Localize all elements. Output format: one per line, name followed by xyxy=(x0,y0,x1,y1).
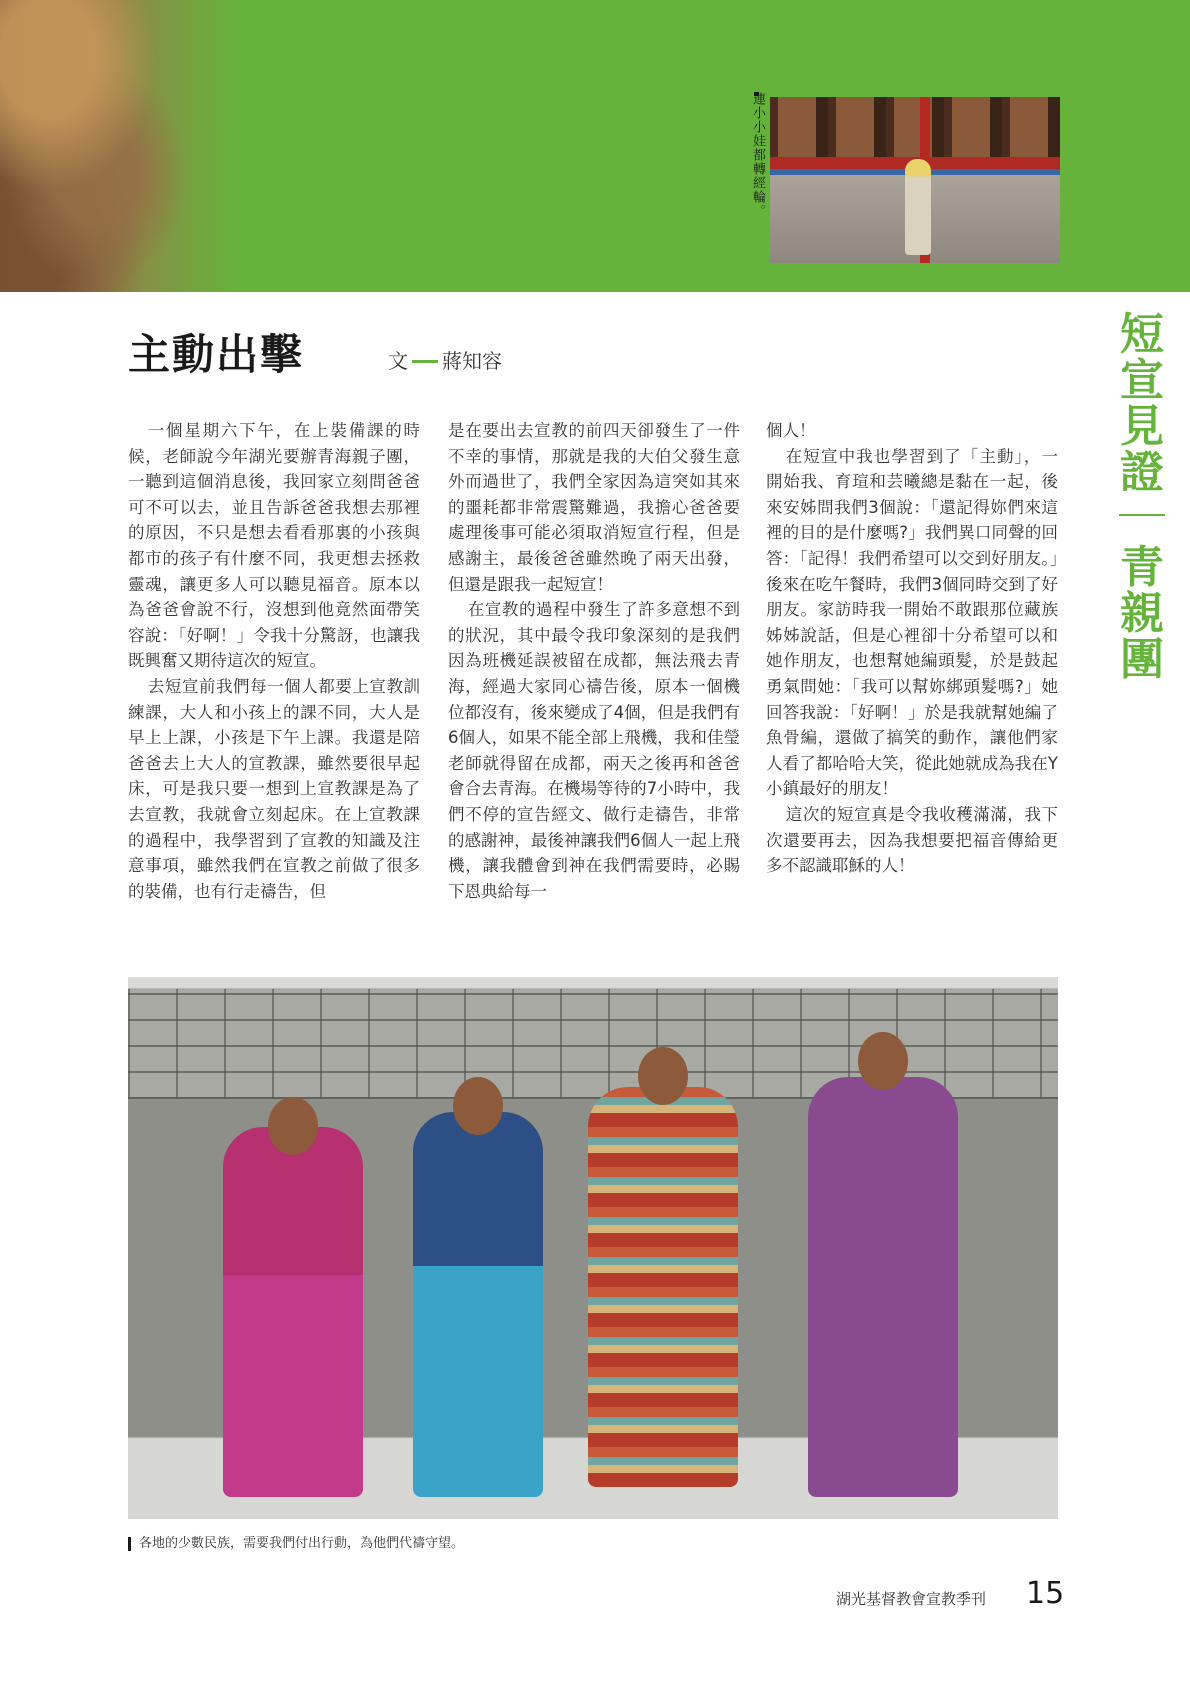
girl-figure-3 xyxy=(588,1087,738,1487)
girl-figure-1 xyxy=(223,1127,363,1497)
header-banner xyxy=(0,0,1190,292)
section-tag: 短宣見證 xyxy=(1120,309,1164,498)
girl-head xyxy=(638,1047,688,1105)
article-title: 主動出擊 xyxy=(128,330,305,379)
girl-head xyxy=(268,1097,318,1155)
paragraph: 在宣教的過程中發生了許多意想不到的狀況，其中最令我印象深刻的是我們因為班機延誤被留在成都，無法飛去青海，經過大家同心禱告後，原本一個機位都沒有，後來變成了4個，但是我們有6個人，如果不能全部上飛機，我和佳瑩老師就得留在成都，兩天之後再和爸爸會合去青海。在機場等待的7小時中，我們不停的宣告經文、做行走禱告，非常的感謝神，最後神讓我們6個人一起上飛機，讓我體會到神在我們需要時，必賜下恩典給每一 xyxy=(448,600,740,901)
article-body xyxy=(128,418,1058,958)
caption-marker xyxy=(128,1537,131,1551)
prayer-wheels xyxy=(770,97,1060,157)
caption-text: 各地的少數民族，需要我們付出行動，為他們代禱守望。 xyxy=(139,1536,465,1551)
text-column-2 xyxy=(448,418,740,904)
section-subtag: 青親團 xyxy=(1120,542,1164,685)
paragraph: 去短宣前我們每一個人都要上宣教訓練課，大人和小孩上的課不同，大人是早上上課，小孩是下午上課。我還是陪爸爸去上大人的宣教課，雖然要很早起床，可是我只要一想到上宣教課是為了去宣教，我就會立刻起床。在上宣教課的過程中，我學習到了宣教的知識及注意事項，雖然我們在宣教之前做了很多的裝備，也有行走禱告，但 xyxy=(128,676,420,901)
child-figure xyxy=(905,159,931,255)
byline-dash xyxy=(412,360,438,363)
section-tag-divider xyxy=(1119,514,1165,516)
author-name: 蔣知容 xyxy=(442,349,502,373)
byline-prefix: 文 xyxy=(388,349,408,373)
paragraph: 個人！ xyxy=(766,421,816,440)
paragraph: 一個星期六下午，在上裝備課的時候，老師說今年湖光要辦青海親子團，一聽到這個消息後，我回家立刻問爸爸可不可以去，並且告訴爸爸我想去那裡的原因，不只是想去看看那裏的小孩與都市的孩子有什麼不同，我更想去拯救靈魂，讓更多人可以聽見福音。原本以為爸爸會說不行，沒想到他竟然面帶笑容說：「好啊！」令我十分驚訝，也讓我既興奮又期待這次的短宣。 xyxy=(128,421,420,671)
prayer-wheel-caption: 連小小娃都轉經輪。 xyxy=(750,92,765,218)
publication-name: 湖光基督教會宣教季刊 xyxy=(836,1590,987,1608)
girl-head xyxy=(858,1032,908,1090)
girl-figure-2 xyxy=(413,1112,543,1497)
girl-figure-4 xyxy=(808,1077,958,1497)
banner-photo-prayer-flags xyxy=(0,0,240,292)
paragraph: 這次的短宣真是令我收穫滿滿，我下次還要再去，因為我想要把福音傳給更多不認識耶穌的人！ xyxy=(766,804,1058,876)
girl-head xyxy=(453,1077,503,1135)
prayer-wheel-photo xyxy=(770,97,1060,263)
group-photo-caption xyxy=(128,1532,464,1551)
page-number: 15 xyxy=(1026,1576,1065,1611)
text-column-1 xyxy=(128,418,420,904)
text-column-3 xyxy=(766,418,1058,879)
paragraph: 在短宣中我也學習到了「主動」，一開始我、育瑄和芸曦總是黏在一起，後來安姊問我們3個說：「還記得妳們來這裡的目的是什麼嗎?」我們異口同聲的回答：「記得！我們希望可以交到好朋友。」後來在吃午餐時，我們3個同時交到了好朋友。家訪時我一開始不敢跟那位藏族姊姊說話，但是心裡卻十分希望可以和她作朋友，也想幫她編頭髮，於是鼓起勇氣問她：「我可以幫妳綁頭髮嗎?」她回答我說：「好啊！」於是我就幫她編了魚骨編，還做了搞笑的動作，讓他們家人看了都哈哈大笑，從此她就成為我在Y小鎮最好的朋友！ xyxy=(766,446,1058,799)
paragraph: 是在要出去宣教的前四天卻發生了一件不幸的事情，那就是我的大伯父發生意外而過世了，我們全家因為這突如其來的噩耗都非常震驚難過，我擔心爸爸要處理後事可能必須取消短宣行程，但是感謝主，最後爸爸雖然晚了兩天出發，但還是跟我一起短宣！ xyxy=(448,421,740,594)
article-byline xyxy=(388,345,502,374)
group-photo xyxy=(128,977,1058,1519)
